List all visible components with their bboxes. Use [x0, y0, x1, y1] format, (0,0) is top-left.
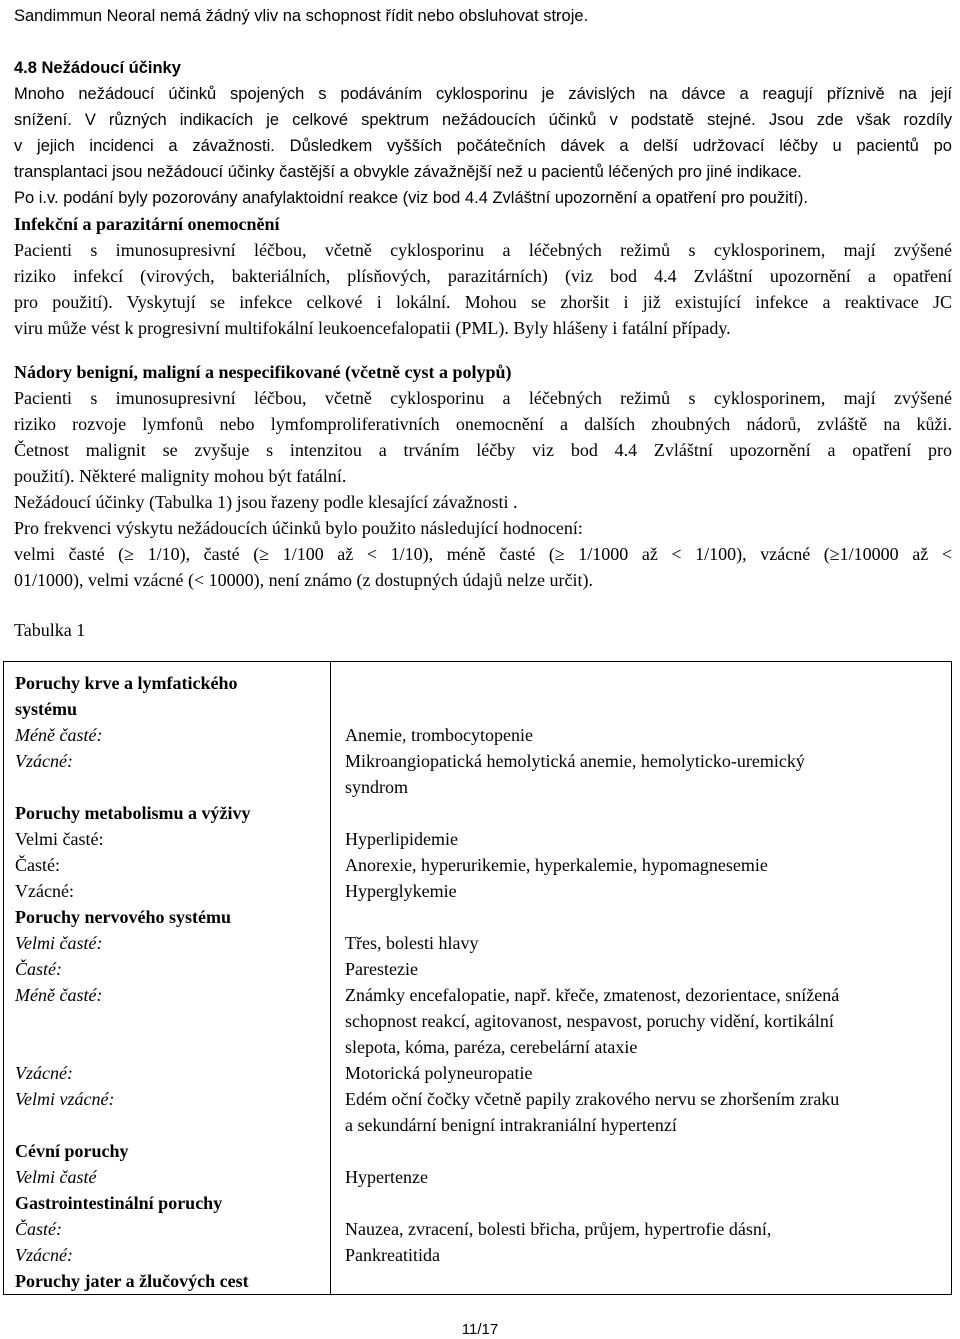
effect-text: Hyperglykemie [345, 881, 457, 901]
frequency-label: Méně časté: [15, 725, 103, 745]
effect-text: Mikroangiopatická hemolytická anemie, hemolyticko-uremický [345, 751, 805, 771]
paragraph-line: Nežádoucí účinky (Tabulka 1) jsou řazeny podle klesající závažnosti . [14, 492, 518, 512]
paragraph-line: Pacienti s imunosupresivní léčbou, včetně cyklosporinu a léčebných režimů s cyklosporinem, mají zvýšené [14, 388, 952, 408]
effect-text: Třes, bolesti hlavy [345, 933, 479, 953]
driving-statement: Sandimmun Neoral nemá žádný vliv na schopnost řídit nebo obsluhovat stroje. [14, 7, 589, 25]
paragraph-line: 01/1000), velmi vzácné (< 10000), není známo (z dostupných údajů nelze určit). [14, 570, 593, 590]
empty-line [345, 670, 951, 696]
effect-text: a sekundární benigní intrakraniální hypertenzí [345, 1115, 677, 1135]
frequency-label: Vzácné: [15, 1245, 73, 1265]
effect-text: Známky encefalopatie, např. křeče, zmatenost, dezorientace, snížená [345, 985, 840, 1005]
paragraph-line: Četnost malignit se zvyšuje s intenzitou a trváním léčby viz bod 4.4 Zvláštní upozornění a opatření pro [14, 440, 952, 460]
paragraph-line: riziko rozvoje lymfonů nebo lymfomproliferativních onemocnění a dalších zhoubných nádorů, zvláště na kůži. [14, 414, 952, 434]
empty-line [345, 696, 951, 722]
effect-text: slepota, kóma, paréza, cerebelární ataxie [345, 1037, 638, 1057]
frequency-label: Časté: [15, 959, 62, 979]
empty-line [345, 800, 951, 826]
infection-heading: Infekční a parazitární onemocnění [14, 214, 280, 234]
paragraph-line: riziko infekcí (virových, bakteriálních, plísňových, parazitárních) (viz bod 4.4 Zvláštní upozornění a opatření [14, 266, 952, 286]
tumors-heading: Nádory benigní, maligní a nespecifikované (včetně cyst a polypů) [14, 362, 512, 382]
paragraph-line: Pro frekvenci výskytu nežádoucích účinků bylo použito následující hodnocení: [14, 518, 583, 538]
frequency-label: Méně časté: [15, 985, 103, 1005]
frequency-label: Časté: [15, 855, 60, 875]
category-label: Poruchy metabolismu a výživy [15, 803, 251, 823]
paragraph-line: Pacienti s imunosupresivní léčbou, včetně cyklosporinu a léčebných režimů s cyklosporinem, mají zvýšené [14, 240, 952, 260]
effect-text: Hypertenze [345, 1167, 428, 1187]
empty-line [345, 1268, 951, 1294]
category-label: Poruchy nervového systému [15, 907, 231, 927]
section-heading: 4.8 Nežádoucí účinky [14, 59, 181, 77]
table-cell-right [331, 662, 952, 1295]
paragraph-line: Mnoho nežádoucí účinků spojených s podáváním cyklosporinu je závislých na dávce a reagují příznivě na její [14, 85, 952, 103]
frequency-label: Velmi časté: [15, 829, 104, 849]
effect-text: Hyperlipidemie [345, 829, 458, 849]
frequency-label: Vzácné: [15, 751, 73, 771]
effect-text: Edém oční čočky včetně papily zrakového nervu se zhoršením zraku [345, 1089, 840, 1109]
page-number: 11/17 [461, 1321, 499, 1338]
frequency-label: Vzácné: [15, 1063, 73, 1083]
frequency-label: Vzácné: [15, 881, 74, 901]
frequency-label: Časté: [15, 1219, 62, 1239]
category-label: Gastrointestinální poruchy [15, 1193, 223, 1213]
paragraph-line: snížení. V různých indikacích je celkové spektrum nežádoucích účinků v podstatě stejné. Jsou zde však rozdíly [14, 111, 952, 129]
paragraph-line: pro použití). Vyskytují se infekce celkové i lokální. Mohou se zhoršit i již existující infekce a reaktivace JC [14, 292, 952, 312]
frequency-label: Velmi časté [15, 1167, 97, 1187]
section-4-8 [14, 55, 952, 341]
table-cell-left [4, 662, 331, 1295]
category-label: Poruchy krve a lymfatického [15, 673, 238, 693]
effect-text: Anemie, trombocytopenie [345, 725, 533, 745]
table-row [4, 662, 952, 1295]
effect-text: Motorická polyneuropatie [345, 1063, 533, 1083]
tumors-section [14, 359, 952, 593]
paragraph-line: Po i.v. podání byly pozorovány anafylaktoidní reakce (viz bod 4.4 Zvláštní upozornění a opatření pro použití). [14, 189, 808, 207]
effect-text: Parestezie [345, 959, 418, 979]
effect-text: schopnost reakcí, agitovanost, nespavost, poruchy vidění, kortikální [345, 1011, 834, 1031]
category-label: systému [15, 699, 77, 719]
paragraph-line: v jejich incidenci a závažnosti. Důsledkem vyšších počátečních dávek a delší udržovací léčby u pacientů po [14, 137, 952, 155]
category-label: Cévní poruchy [15, 1141, 129, 1161]
paragraph-line: transplantaci jsou nežádoucí účinky častější a obvykle závažnější než u pacientů léčených pro jiné indikace. [14, 163, 802, 181]
empty-line [345, 1138, 951, 1164]
paragraph-line: použití). Některé malignity mohou být fatální. [14, 466, 347, 486]
adverse-effects-table [3, 661, 952, 1295]
effect-text: syndrom [345, 777, 408, 797]
paragraph-line: viru může vést k progresivní multifokální leukoencefalopatii (PML). Byly hlášeny i fatální případy. [14, 318, 731, 338]
effect-text: Anorexie, hyperurikemie, hyperkalemie, hypomagnesemie [345, 855, 768, 875]
frequency-label: Velmi časté: [15, 933, 103, 953]
paragraph-line: velmi časté (≥ 1/10), časté (≥ 1/100 až < 1/10), méně časté (≥ 1/1000 až < 1/100), vzácné (≥1/10000 až < [14, 544, 952, 564]
category-label: Poruchy jater a žlučových cest [15, 1271, 249, 1291]
empty-line [345, 1190, 951, 1216]
effect-text: Pankreatitida [345, 1245, 440, 1265]
table-title: Tabulka 1 [14, 620, 86, 640]
empty-line [345, 904, 951, 930]
frequency-label: Velmi vzácné: [15, 1089, 115, 1109]
effect-text: Nauzea, zvracení, bolesti břicha, průjem, hypertrofie dásní, [345, 1219, 772, 1239]
